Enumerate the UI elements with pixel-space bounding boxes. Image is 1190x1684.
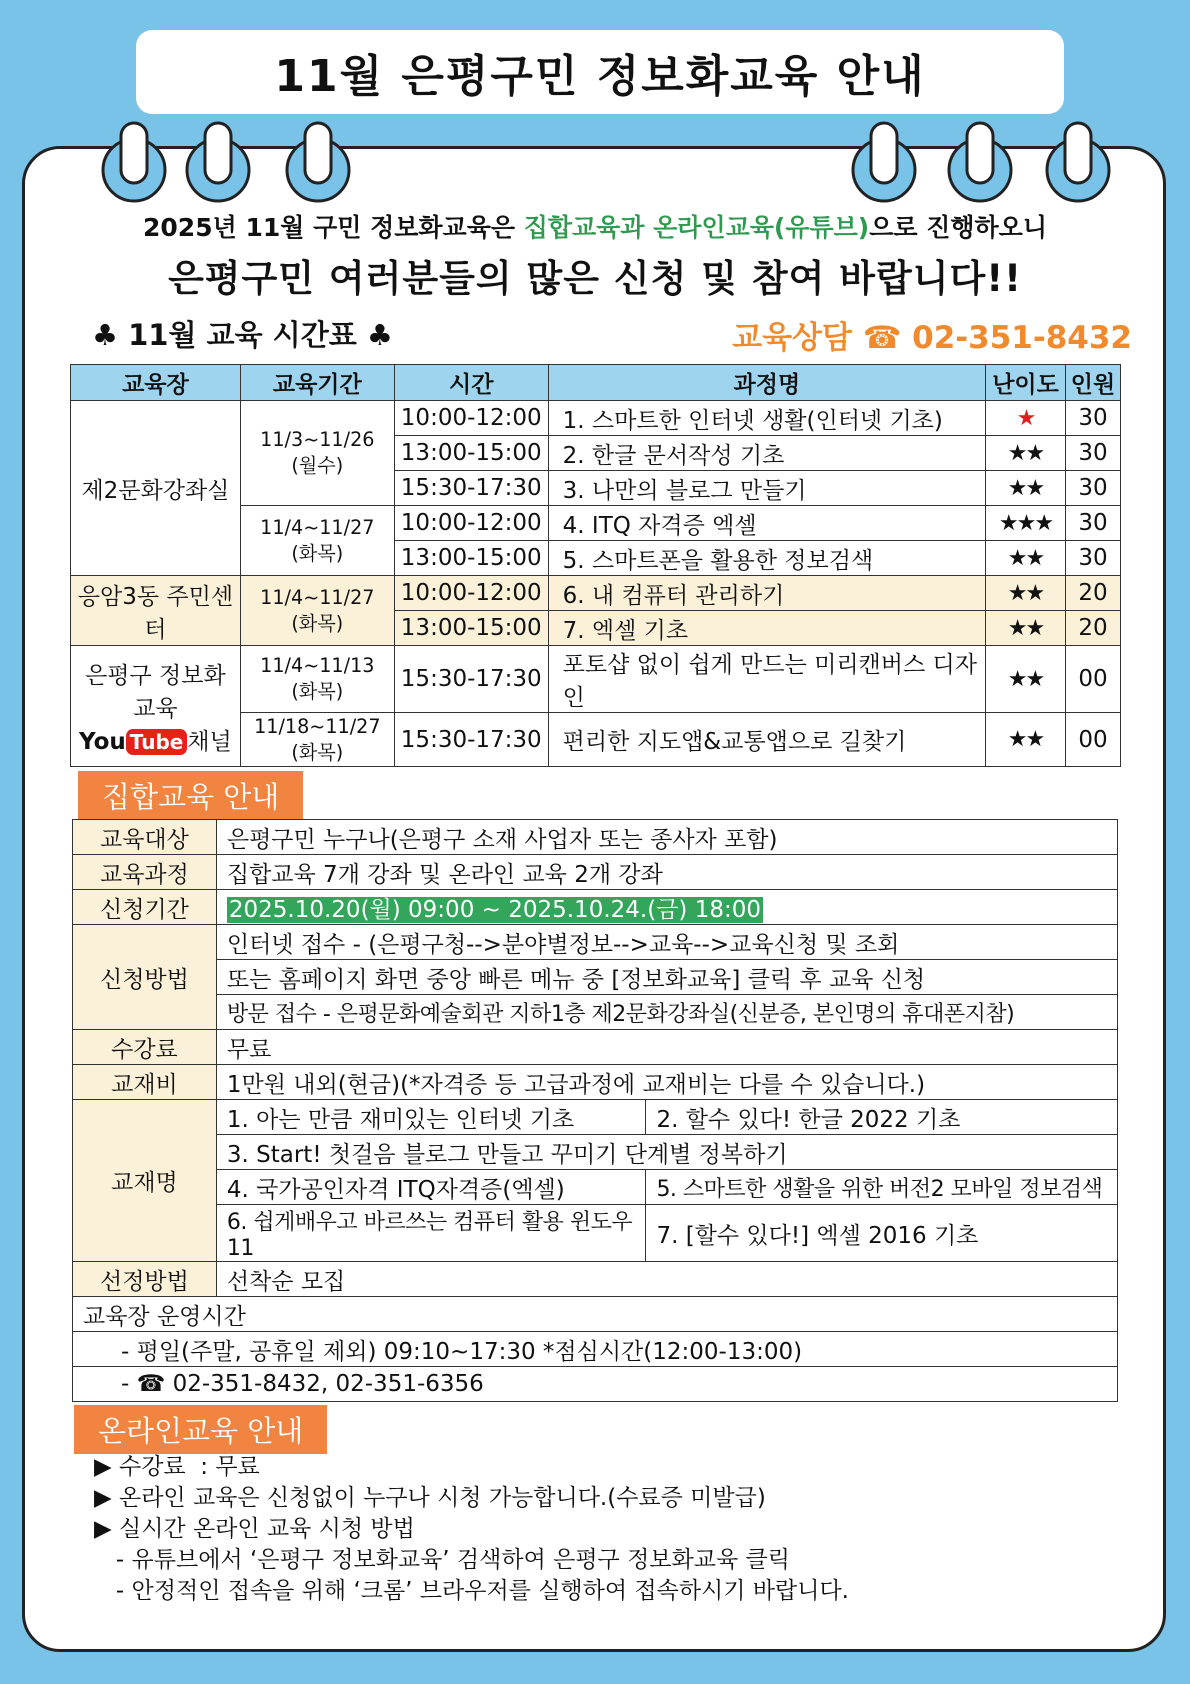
info-label: 교육대상 — [73, 820, 217, 855]
info-row — [73, 1205, 1118, 1262]
info-row — [73, 1065, 1118, 1100]
info-row — [73, 855, 1118, 890]
apply-period: 2025.10.20(월) 09:00 ~ 2025.10.24.(금) 18:00 — [228, 896, 761, 923]
info-label: 교재명 — [73, 1100, 217, 1262]
binder-ring-icon — [846, 120, 922, 206]
info-row — [73, 925, 1118, 960]
online-line: ▶ 수강료 : 무료 — [94, 1454, 260, 1480]
online-education-tab: 온라인교육 안내 — [74, 1405, 327, 1454]
period-cell: 11/4~11/13 (화목) — [240, 646, 394, 713]
info-value: 또는 홈페이지 화면 중앙 빠른 메뉴 중 [정보화교육] 클릭 후 교육 신청 — [216, 960, 1117, 995]
time-cell: 15:30-17:30 — [394, 646, 548, 713]
time-cell: 10:00-12:00 — [394, 401, 548, 436]
info-value: 은평구민 누구나(은평구 소재 사업자 또는 종사자 포함) — [216, 820, 1117, 855]
info-value: 5. 스마트한 생활을 위한 버전2 모바일 정보검색 — [646, 1170, 1118, 1205]
binder-ring-icon — [180, 120, 256, 206]
youtube-icon: Tube — [126, 729, 188, 755]
info-row — [73, 960, 1118, 995]
period-cell: 11/4~11/27 (화목) — [240, 576, 394, 646]
count-cell: 20 — [1066, 611, 1121, 646]
time-cell: 13:00-15:00 — [394, 611, 548, 646]
course-cell: 편리한 지도앱&교통앱으로 길찾기 — [548, 713, 985, 767]
header-course: 과정명 — [548, 365, 985, 401]
level-cell: ★★★ — [986, 506, 1066, 541]
info-row — [73, 1170, 1118, 1205]
intro-line-2: 은평구민 여러분들의 많은 신청 및 참여 바랍니다!! — [168, 257, 1022, 300]
count-cell: 00 — [1066, 713, 1121, 767]
info-value: 3. Start! 첫걸음 블로그 만들고 꾸미기 단계별 정복하기 — [216, 1135, 1117, 1170]
period-cell: 11/4~11/27 (화목) — [240, 506, 394, 576]
venue-cell: 응암3동 주민센터 — [71, 576, 241, 646]
info-row — [73, 1367, 1118, 1402]
info-row — [73, 1030, 1118, 1065]
header-level: 난이도 — [986, 365, 1066, 401]
level-cell: ★ — [986, 401, 1066, 436]
intro-text: 2025년 11월 구민 정보화교육은 — [143, 213, 524, 242]
info-row — [73, 820, 1118, 855]
binder-ring-icon — [96, 120, 172, 206]
info-value: 방문 접수 - 은평문화예술회관 지하1층 제2문화강좌실(신분증, 본인명의 휴대폰지참) — [216, 995, 1117, 1030]
period-cell: 11/18~11/27 (화목) — [240, 713, 394, 767]
level-cell: ★★ — [986, 436, 1066, 471]
info-label: 신청기간 — [73, 890, 217, 925]
level-cell: ★★ — [986, 576, 1066, 611]
info-value: 선착순 모집 — [216, 1262, 1117, 1297]
info-row — [73, 1297, 1118, 1332]
info-value: 2. 할수 있다! 한글 2022 기초 — [646, 1100, 1118, 1135]
info-label: 교재비 — [73, 1065, 217, 1100]
table-row — [71, 646, 1121, 713]
info-value — [216, 890, 1117, 925]
group-education-tab: 집합교육 안내 — [78, 771, 303, 820]
time-cell: 13:00-15:00 — [394, 541, 548, 576]
level-cell: ★★ — [986, 541, 1066, 576]
info-row — [73, 890, 1118, 925]
online-line: ▶ 온라인 교육은 신청없이 누구나 시청 가능합니다.(수료증 미발급) — [94, 1485, 766, 1511]
intro-line-1 — [0, 208, 1190, 244]
info-label: 신청방법 — [73, 925, 217, 1030]
binder-ring-icon — [280, 120, 356, 206]
table-header-row — [71, 365, 1121, 401]
course-cell: 3. 나만의 블로그 만들기 — [548, 471, 985, 506]
count-cell: 30 — [1066, 436, 1121, 471]
time-cell: 10:00-12:00 — [394, 576, 548, 611]
info-row — [73, 1262, 1118, 1297]
page-title: 11월 은평구민 정보화교육 안내 — [274, 51, 926, 102]
level-cell: ★★ — [986, 713, 1066, 767]
online-line: ▶ 실시간 온라인 교육 시청 방법 — [94, 1516, 415, 1542]
info-value: 인터넷 접수 - (은평구청-->분야별정보-->교육-->교육신청 및 조회 — [216, 925, 1117, 960]
info-value: 1만원 내외(현금)(*자격증 등 고급과정에 교재비는 다를 수 있습니다.) — [216, 1065, 1117, 1100]
info-value: 7. [할수 있다!] 엑셀 2016 기초 — [646, 1205, 1118, 1262]
info-value: 무료 — [216, 1030, 1117, 1065]
info-value: 6. 쉽게배우고 바르쓰는 컴퓨터 활용 윈도우 11 — [216, 1205, 646, 1262]
table-row — [71, 401, 1121, 436]
schedule-title: ♣ 11월 교육 시간표 ♣ — [92, 318, 393, 352]
intro-text: 으로 진행하오니 — [869, 213, 1047, 242]
info-value: 1. 아는 만큼 재미있는 인터넷 기초 — [216, 1100, 646, 1135]
count-cell: 30 — [1066, 401, 1121, 436]
period-cell: 11/3~11/26 (월수) — [240, 401, 394, 506]
time-cell: 10:00-12:00 — [394, 506, 548, 541]
header-period: 교육기간 — [240, 365, 394, 401]
info-row — [73, 1135, 1118, 1170]
header-count: 인원 — [1066, 365, 1121, 401]
count-cell: 30 — [1066, 471, 1121, 506]
count-cell: 20 — [1066, 576, 1121, 611]
online-info — [94, 1452, 849, 1607]
count-cell: 30 — [1066, 506, 1121, 541]
info-row — [73, 995, 1118, 1030]
venue-cell: 제2문화강좌실 — [71, 401, 241, 576]
course-cell: 5. 스마트폰을 활용한 정보검색 — [548, 541, 985, 576]
info-value: 집합교육 7개 강좌 및 온라인 교육 2개 강좌 — [216, 855, 1117, 890]
count-cell: 00 — [1066, 646, 1121, 713]
info-row — [73, 1332, 1118, 1367]
course-cell: 2. 한글 문서작성 기초 — [548, 436, 985, 471]
level-cell: ★★ — [986, 611, 1066, 646]
course-cell: 7. 엑셀 기초 — [548, 611, 985, 646]
info-label: 선정방법 — [73, 1262, 217, 1297]
course-cell: 6. 내 컴퓨터 관리하기 — [548, 576, 985, 611]
info-table — [72, 819, 1118, 1402]
info-label: 교육과정 — [73, 855, 217, 890]
course-cell: 1. 스마트한 인터넷 생활(인터넷 기초) — [548, 401, 985, 436]
online-line: - 유튜브에서 ‘은평구 정보화교육’ 검색하여 은평구 정보화교육 클릭 — [94, 1547, 790, 1573]
time-cell: 15:30-17:30 — [394, 713, 548, 767]
hours-title: 교육장 운영시간 — [73, 1297, 1118, 1332]
info-row — [73, 1100, 1118, 1135]
info-label: 수강료 — [73, 1030, 217, 1065]
level-cell: ★★ — [986, 471, 1066, 506]
hours-line: - 평일(주말, 공휴일 제외) 09:10~17:30 *점심시간(12:00-13:00) — [73, 1332, 1118, 1367]
youtube-channel: You Tube 채널 — [79, 728, 232, 755]
venue-cell — [71, 646, 241, 767]
hours-line: - ☎ 02-351-8432, 02-351-6356 — [73, 1367, 1118, 1402]
venue-youtube-label: 은평구 정보화교육 — [85, 662, 226, 722]
consult-phone: 교육상담 ☎ 02-351-8432 — [732, 320, 1132, 356]
course-cell: 포토샵 없이 쉽게 만드는 미리캔버스 디자인 — [548, 646, 985, 713]
time-cell: 13:00-15:00 — [394, 436, 548, 471]
schedule-table — [70, 364, 1121, 767]
header-venue: 교육장 — [71, 365, 241, 401]
table-row — [71, 576, 1121, 611]
time-cell: 15:30-17:30 — [394, 471, 548, 506]
course-cell: 4. ITQ 자격증 엑셀 — [548, 506, 985, 541]
binder-ring-icon — [942, 120, 1018, 206]
level-cell: ★★ — [986, 646, 1066, 713]
online-line: - 안정적인 접속을 위해 ‘크롬’ 브라우저를 실행하여 접속하시기 바랍니다. — [94, 1578, 849, 1604]
intro-highlight: 집합교육과 온라인교육(유튜브) — [523, 213, 870, 242]
info-value: 4. 국가공인자격 ITQ자격증(엑셀) — [216, 1170, 646, 1205]
title-box — [136, 30, 1064, 114]
count-cell: 30 — [1066, 541, 1121, 576]
binder-ring-icon — [1040, 120, 1116, 206]
header-time: 시간 — [394, 365, 548, 401]
